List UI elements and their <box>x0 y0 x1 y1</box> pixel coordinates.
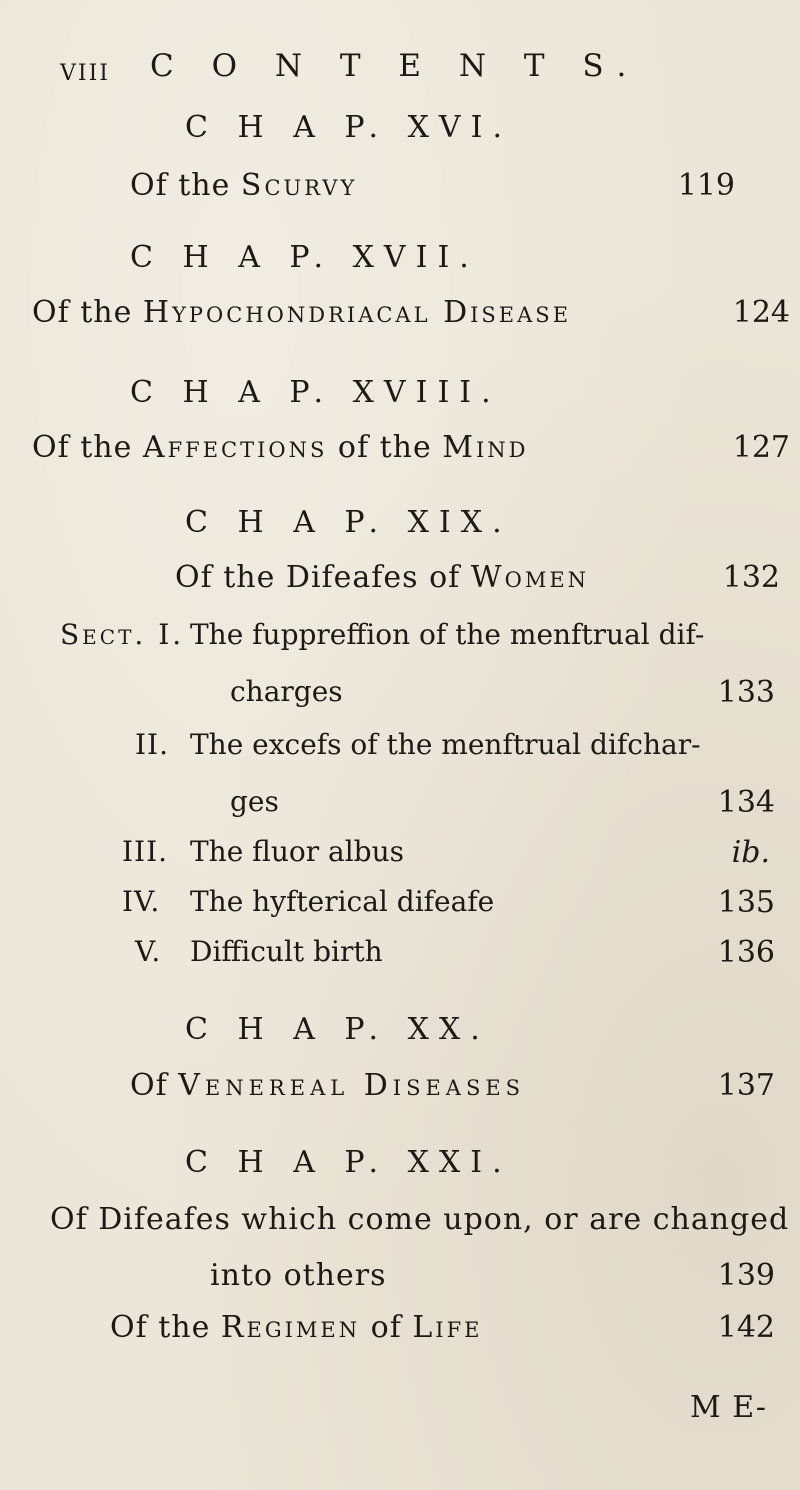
title-prefix: Of the <box>110 1310 221 1345</box>
page-numeral: viii <box>60 52 110 88</box>
chapter-heading-20: C H A P. XX. <box>185 1012 490 1047</box>
section-number-1: Sect. I. <box>60 618 185 651</box>
title-smallcaps: Hypochondriacal Disease <box>142 295 572 330</box>
page-number-regimen: 142 <box>717 1310 775 1345</box>
chapter-heading-16: C H A P. XVI. <box>185 110 512 145</box>
section-text-1: The fuppreffion of the menftrual dif- <box>190 618 705 651</box>
title-smallcaps-2: Mind <box>442 430 529 465</box>
page-number-sect-5: 136 <box>717 935 775 970</box>
title-smallcaps: Women <box>470 560 590 595</box>
catchword: M E- <box>690 1390 767 1425</box>
title-prefix: Of the <box>32 430 143 465</box>
chapter-title-21-line1: Of Difeafes which come upon, or are changed <box>50 1202 790 1237</box>
title-prefix: Of the <box>130 168 241 203</box>
section-text-2: The excefs of the menftrual difchar- <box>190 728 701 761</box>
page-number-16: 119 <box>677 168 735 203</box>
chapter-heading-17: C H A P. XVII. <box>130 240 479 275</box>
section-number-4: IV. <box>122 885 161 918</box>
chapter-title-18 <box>32 430 529 465</box>
chapter-heading-21: C H A P. XXI. <box>185 1145 512 1180</box>
running-title: C O N T E N T S. <box>150 48 641 84</box>
regimen-title <box>110 1310 482 1345</box>
section-number-5: V. <box>135 935 162 968</box>
chapter-title-16 <box>130 168 357 203</box>
page-number-19: 132 <box>722 560 780 595</box>
section-number-3: III. <box>122 835 169 868</box>
page-number-sect-3: ib. <box>731 835 770 870</box>
page-number-sect-4: 135 <box>717 885 775 920</box>
title-prefix: Of the Difeafes of <box>175 560 471 595</box>
title-mid: of <box>360 1310 413 1345</box>
title-smallcaps: Scurvy <box>240 168 358 203</box>
page-number-21: 139 <box>717 1258 775 1293</box>
page-number-17: 124 <box>732 295 790 330</box>
title-smallcaps: Affections <box>142 430 328 465</box>
chapter-title-19 <box>175 560 589 595</box>
title-smallcaps: Venereal Diseases <box>178 1068 526 1103</box>
section-text-1-cont: charges <box>230 675 343 708</box>
section-number-2: II. <box>135 728 170 761</box>
section-text-3: The fluor albus <box>190 835 405 868</box>
section-text-4: The hyfterical difeafe <box>190 885 495 918</box>
chapter-title-21-line2: into others <box>210 1258 387 1293</box>
title-mid: of the <box>327 430 443 465</box>
page-number-sect-2: 134 <box>717 785 775 820</box>
page-number-18: 127 <box>732 430 790 465</box>
title-smallcaps-2: Life <box>412 1310 483 1345</box>
title-prefix: Of the <box>32 295 143 330</box>
chapter-heading-18: C H A P. XVIII. <box>130 375 501 410</box>
chapter-heading-19: C H A P. XIX. <box>185 505 512 540</box>
section-text-5: Difficult birth <box>190 935 383 968</box>
section-text-2-cont: ges <box>230 785 279 818</box>
chapter-title-20 <box>130 1068 525 1103</box>
chapter-title-17 <box>32 295 571 330</box>
title-prefix: Of <box>130 1068 179 1103</box>
page-number-20: 137 <box>717 1068 775 1103</box>
title-smallcaps: Regimen <box>220 1310 361 1345</box>
page-number-sect-1: 133 <box>717 675 775 710</box>
